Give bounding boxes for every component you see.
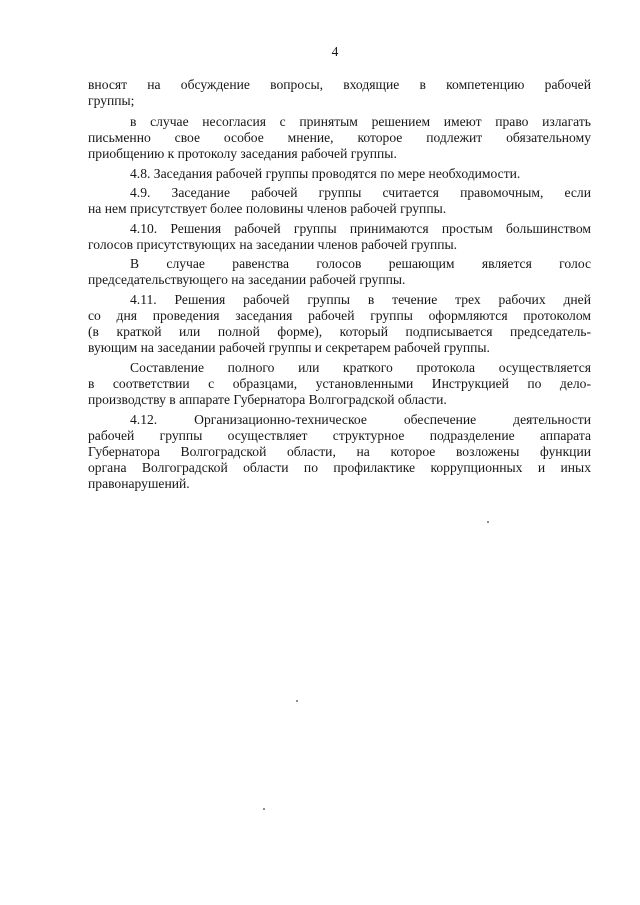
text-line: Губернатора Волгоградской области, на которое возложены функции	[88, 444, 591, 459]
text-line: 4.8. Заседания рабочей группы проводятся по мере необходимости.	[130, 166, 521, 181]
text-line: производству в аппарате Губернатора Волгоградской области.	[88, 392, 447, 407]
scan-speck	[296, 700, 298, 702]
text-line: 4.12. Организационно-техническое обеспечение деятельности	[130, 412, 591, 427]
page-number: 4	[331, 44, 339, 59]
text-line: 4.10. Решения рабочей группы принимаются простым большинством	[130, 221, 591, 236]
text-line: 4.11. Решения рабочей группы в течение трех рабочих дней	[130, 292, 591, 307]
text-line: 4.9. Заседание рабочей группы считается правомочным, если	[130, 185, 591, 200]
text-line: правонарушений.	[88, 476, 190, 491]
text-line: (в краткой или полной форме), который подписывается председатель-	[88, 324, 591, 339]
text-line: вующим на заседании рабочей группы и секретарем рабочей группы.	[88, 340, 490, 355]
text-line: в соответствии с образцами, установленными Инструкцией по дело-	[88, 376, 591, 391]
scan-speck	[263, 808, 265, 810]
text-line: письменно свое особое мнение, которое подлежит обязательному	[88, 130, 591, 145]
text-line: со дня проведения заседания рабочей группы оформляются протоколом	[88, 308, 591, 323]
text-line: группы;	[88, 93, 135, 108]
text-line: в случае несогласия с принятым решением имеют право излагать	[130, 114, 591, 129]
text-line: голосов присутствующих на заседании членов рабочей группы.	[88, 237, 458, 252]
scan-speck	[487, 521, 489, 523]
text-line: рабочей группы осуществляет структурное подразделение аппарата	[88, 428, 591, 443]
text-line: В случае равенства голосов решающим является голос	[130, 256, 591, 271]
text-line: Составление полного или краткого протокола осуществляется	[130, 360, 591, 375]
text-line: председательствующего на заседании рабочей группы.	[88, 272, 406, 287]
text-line: приобщению к протоколу заседания рабочей группы.	[88, 146, 397, 161]
text-line: вносят на обсуждение вопросы, входящие в компетенцию рабочей	[88, 77, 591, 92]
text-line: на нем присутствует более половины членов рабочей группы.	[88, 201, 447, 216]
text-line: органа Волгоградской области по профилактике коррупционных и иных	[88, 460, 591, 475]
